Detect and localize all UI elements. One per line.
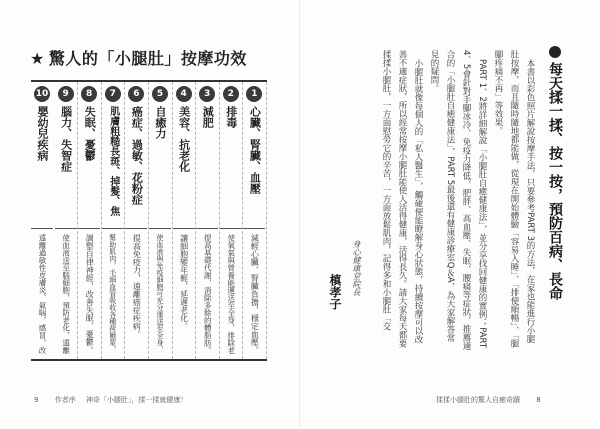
effect-title: 失眠、憂鬱	[83, 106, 97, 161]
effect-description: 減輕心臟、腎臟負擔，穩定血壓。	[250, 234, 260, 354]
item-number-badge: 7	[105, 86, 121, 102]
paragraph-2: PART 1、2將詳細解說「小腿肚自癒健康法」，並分享找回健康的實例；PART 4、5會針對手腳冰冷、免疫力降低、肥胖、高血壓、失眠、腰痛等症狀，推薦適合的「小腿肚自癒健康法」，PART 5最後還有健康診療室Q＆A，為大家解答常見的疑問。	[429, 50, 487, 350]
signature-block	[322, 240, 370, 360]
heading-text: 驚人的「小腿肚」按摩功效	[48, 49, 247, 68]
effect-description: 使血液與免疫細胞可充分運送至全身，	[156, 234, 164, 353]
section-heading	[30, 46, 270, 69]
right-footer	[436, 395, 586, 405]
item-number-badge: 5	[152, 86, 168, 102]
effect-description: 使氧氣與營養能運送至全身，排除老	[226, 234, 236, 354]
effect-title: 自癒力	[154, 106, 167, 139]
star-icon: ★	[30, 49, 45, 68]
effect-title: 心臟、腎臟、血壓	[248, 106, 262, 194]
effect-description: 遠離過敏性皮膚炎、氣喘，感冒，改	[38, 234, 47, 354]
right-title-block	[544, 46, 566, 316]
column-divider	[243, 228, 265, 229]
page-number-left: 9	[34, 396, 39, 404]
paragraph-3: 小腿肚就像每個人的「私人醫生」，觸碰便能瞭解身心狀態，持續按摩可以改善不適症狀，所以經常按摩小腿肚能使人活得健康，活得長久。請大家每天都要揉揉小腿肚，一方面慰勞它的辛苦，一方面放鬆肌肉，記得多和小腿肚「交	[381, 50, 423, 348]
table-column	[173, 82, 197, 359]
effect-title: 腦力、失智症	[59, 106, 73, 172]
bullet-dot-icon	[549, 46, 561, 58]
column-divider	[196, 228, 218, 229]
column-divider	[78, 228, 100, 229]
effect-title: 肌膚粗糙長斑、掉髮、焦	[107, 106, 119, 216]
column-divider	[31, 228, 53, 229]
effect-title: 美容、抗老化	[177, 106, 191, 172]
column-divider	[173, 228, 195, 229]
footer-subtitle-left: 神奇「小腿肚」，揉一揉就健康！	[85, 396, 188, 404]
table-column	[149, 82, 173, 359]
table-column	[196, 82, 220, 359]
item-number-badge: 6	[128, 86, 144, 102]
column-divider	[55, 228, 77, 229]
item-number-badge: 8	[81, 86, 97, 102]
table-column	[55, 82, 79, 359]
effect-description: 調整自律神經，改善失眠、憂鬱。	[85, 234, 95, 354]
effect-title: 嬰幼兒疾病	[36, 106, 49, 161]
column-divider	[220, 228, 242, 229]
effect-description: 提高免疫力，遠離癌症疾病。	[132, 234, 142, 338]
effect-description: 幫助肌肉，毛細血管吸收各種荷爾蒙，	[108, 234, 117, 353]
effects-table	[31, 80, 267, 361]
item-number-badge: 4	[176, 86, 192, 102]
column-divider	[102, 228, 124, 229]
effect-description: 提高基礎代謝，消除多餘的體脂肪。	[203, 234, 213, 354]
footer-subtitle-right: 揉揉小腿肚的驚人自癒奇蹟	[436, 396, 520, 404]
effect-title: 癌症、過敏、花粉症	[130, 106, 144, 205]
effect-title: 減肥	[201, 106, 215, 128]
item-number-badge: 2	[223, 86, 239, 102]
item-number-badge: 1	[246, 86, 262, 102]
table-column	[220, 82, 244, 359]
page-title: 每天揉一揉、按一按，預防百病、長命	[547, 62, 563, 300]
table-column	[102, 82, 126, 359]
item-number-badge: 10	[34, 86, 50, 102]
column-divider	[149, 228, 171, 229]
table-column	[78, 82, 102, 359]
footer-author-label: 作者序	[54, 396, 76, 404]
page-number-right: 8	[536, 396, 541, 404]
column-divider	[125, 228, 147, 229]
paragraph-1: 本書以彩色照片解說按摩手法，只要參考PART 3的方法，在家也能進行小腿肚按摩，而且隨時隨地都能做，從現在開始體驗「容易入睡」、「排便順暢」、「腿腳疼痛不再」等效果。	[493, 50, 535, 348]
body-text	[378, 50, 538, 350]
item-number-badge: 3	[199, 86, 215, 102]
effect-description: 使血液送至腦細胞，預防老化，遠離	[61, 234, 71, 354]
effect-description: 讓細胞變年輕，延遲老化。	[179, 234, 189, 330]
left-footer	[34, 395, 254, 405]
table-column	[31, 82, 54, 359]
item-number-badge: 9	[58, 86, 74, 102]
table-column	[125, 82, 149, 359]
effect-title: 排毒	[224, 106, 238, 128]
signature-name: 槙孝子	[328, 274, 342, 310]
signature-org: 身心健康堂院長	[352, 240, 361, 296]
table-column	[243, 82, 267, 359]
